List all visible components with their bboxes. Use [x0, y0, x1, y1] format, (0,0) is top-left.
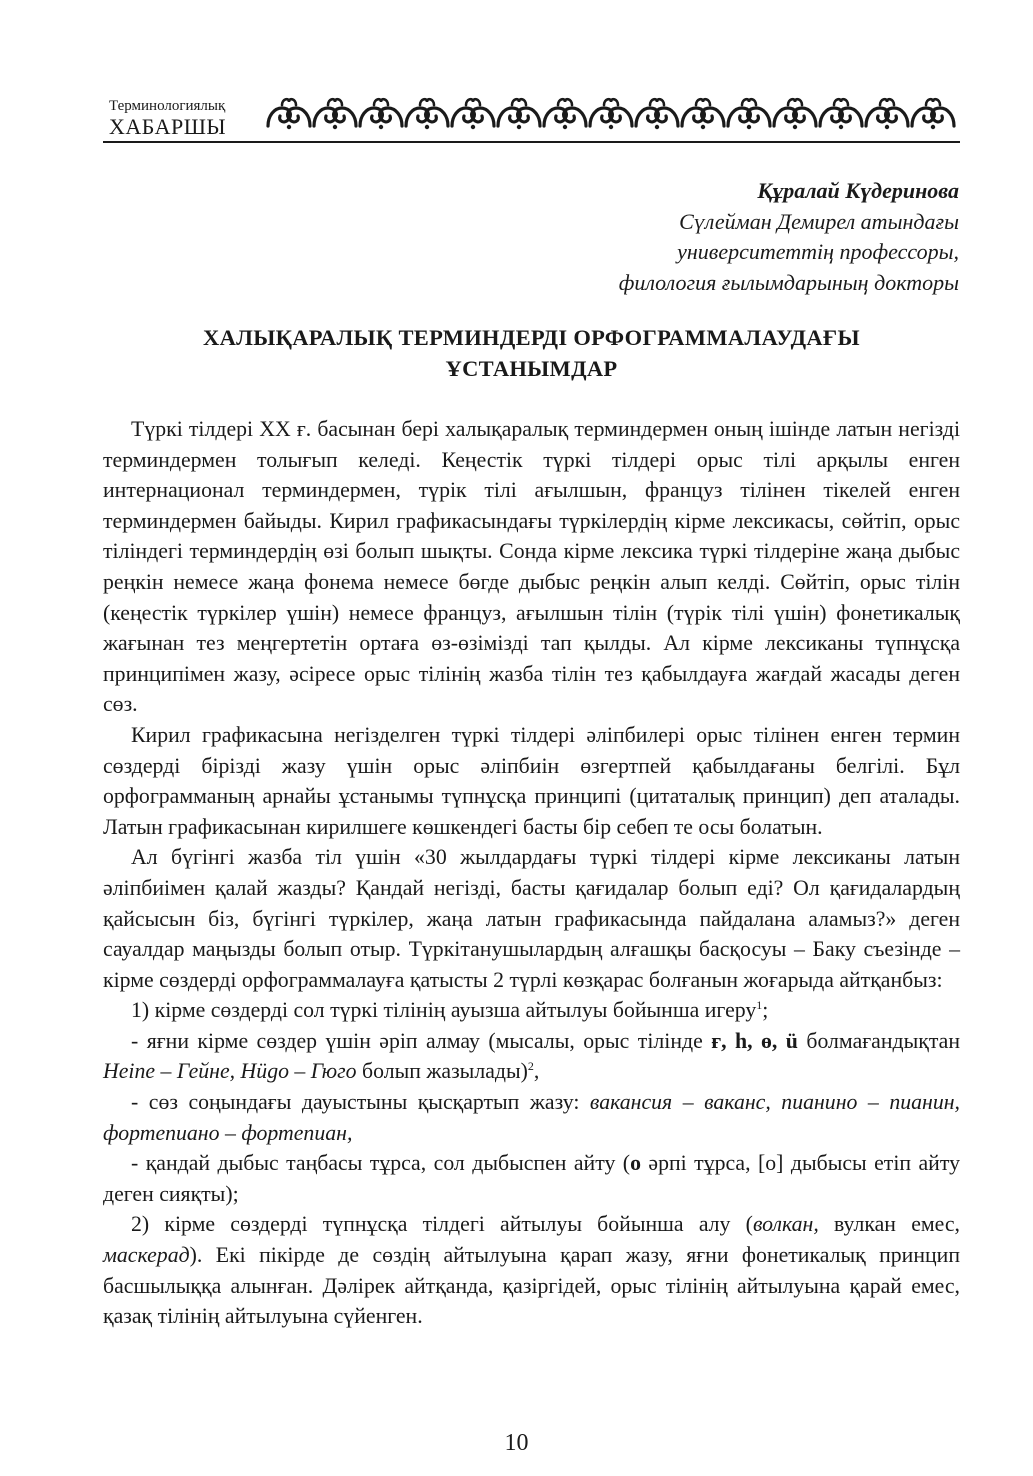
text-segment: болмағандықтан: [797, 1028, 960, 1053]
letters-bold: ғ, h, ө, ü: [711, 1028, 798, 1053]
text-segment: - яғни кірме сөздер үшін әріп алмау (мысалы, орыс тілінде: [131, 1028, 712, 1053]
letter-bold: о: [630, 1151, 641, 1176]
footnote-ref: 1: [756, 998, 763, 1013]
text-segment: 2) кірме сөздерді түпнұсқа тілдегі айтылуы бойынша алу (: [131, 1212, 753, 1237]
list-item-1: [103, 995, 960, 1026]
list-item-2: [103, 1209, 960, 1331]
running-header: [103, 96, 960, 146]
list-subitem: [103, 1026, 960, 1087]
example-italic: маскерад: [103, 1243, 190, 1268]
text-segment: әрпі тұрса, [о] дыбысы етіп айту деген сияқты);: [103, 1151, 960, 1206]
example-italic: Heine – Гейне, Hügo – Гюго: [103, 1059, 357, 1084]
header-rule: [103, 141, 960, 143]
article-body: [103, 414, 960, 1332]
ornament-pattern: [268, 99, 954, 129]
punctuation: ;: [762, 998, 769, 1023]
title-line-2: ҰСТАНЫМДАР: [445, 356, 618, 381]
example-italic: вакансия – ваканс, пианино – пианин, фортепиано – фортепиан,: [103, 1090, 961, 1145]
author-block: [619, 176, 959, 298]
list-subitem: [103, 1087, 960, 1148]
paragraph: Кирил графикасына негізделген түркі тілдері әліпбилері орыс тілінен енген термин сөздерді бірізді жазу үшін орыс әліпбиін өзгертпей қабылдағаны белгілі. Бұл орфограмманың арнайы ұстанымы түпнұсқа принципі (цитаталық принцип) деп аталады. Латын графикасынан кирилшеге көшкендегі басты бір себеп те осы болатын.: [103, 722, 960, 839]
journal-name-main: ХАБАРШЫ: [109, 114, 227, 139]
text-segment: ). Екі пікірде де сөздің айтылуына қарап жазу, яғни фонетикалық принцип басшылыққа алынған. Дәлірек айтқанда, қазіргідей, орыс тілінің айтылуына қарай емес, қазақ тілінің айтылуына сүйенген.: [103, 1243, 960, 1329]
paragraph: Түркі тілдері ХХ ғ. басынан бері халықаралық терминдермен оның ішінде латын негізді терминдермен толығып келеді. Кеңестік түркі тілдері орыс тілі арқылы енген интернационал терминдермен, түрік тілі ағылшын, француз тілінен тікелей енген терминдермен байыды. Кирил графикасындағы түркілердің кірме лексикасы, сөйтіп, орыс тіліндегі терминдердің өзі болып шықты. Сонда кірме лексика түркі тілдеріне жаңа дыбыс реңкін немесе жаңа фонема немесе бөгде дыбыс реңкін алып келді. Сөйтіп, орыс тілін (кеңестік түркілер үшін) немесе француз, ағылшын тілін (түрік тілі үшін) фонетикалық жағынан тез меңгертетін ортаға өз-өзімізді тап қылды. Ал кірме лексиканы түпнұсқа принципімен жазу, әсіресе орыс тілінің жазба тілін тез қабылдауға жағдай жасады деген сөз.: [103, 417, 960, 717]
author-name: Құралай Күдеринова: [757, 178, 959, 203]
article-title: [103, 322, 960, 384]
example-italic: волкан,: [752, 1212, 819, 1237]
punctuation: ,: [533, 1059, 540, 1084]
paragraph: Ал бүгінгі жазба тіл үшін «30 жылдардағы түркі тілдері кірме лексиканы латын әліпбиімен қалай жазды? Қандай негізді, басты қағидалар болып еді? Ол қағидалардың қайсысын біз, бүгінгі түркілер, жаңа латын графикасында пайдалана аламыз?» деген сауалдар маңызды болып отыр. Түркітанушылардың алғашқы басқосуы – Баку съезінде – кірме сөздерді орфограммалауға қатысты 2 түрлі көзқарас болғанын жоғарыда айтқанбыз:: [103, 845, 960, 992]
author-affiliation: Сүлейман Демирел атындағы: [679, 208, 959, 234]
list-subitem: [103, 1148, 960, 1209]
title-line-1: ХАЛЫҚАРАЛЫҚ ТЕРМИНДЕРДІ ОРФОГРАММАЛАУДАҒЫ: [203, 325, 860, 350]
author-degree: филология ғылымдарының докторы: [618, 269, 959, 295]
text-segment: - қандай дыбыс таңбасы тұрса, сол дыбыспен айту (: [131, 1151, 631, 1176]
ornament-border: [266, 96, 960, 138]
footnote-ref: 2: [527, 1059, 534, 1074]
journal-name-top: Терминологиялық: [109, 98, 226, 114]
page-number: 10: [504, 1430, 529, 1456]
author-position: университеттің профессоры,: [677, 239, 959, 264]
text-segment: - сөз соңындағы дауыстыны қысқартып жазу:: [131, 1090, 590, 1115]
text-segment: вулкан емес,: [818, 1212, 960, 1237]
list-item-text: 1) кірме сөздерді сол түркі тілінің ауызша айтылуы бойынша игеру: [131, 998, 757, 1023]
journal-logo-text: [109, 98, 259, 139]
text-segment: болып жазылады): [356, 1059, 528, 1084]
